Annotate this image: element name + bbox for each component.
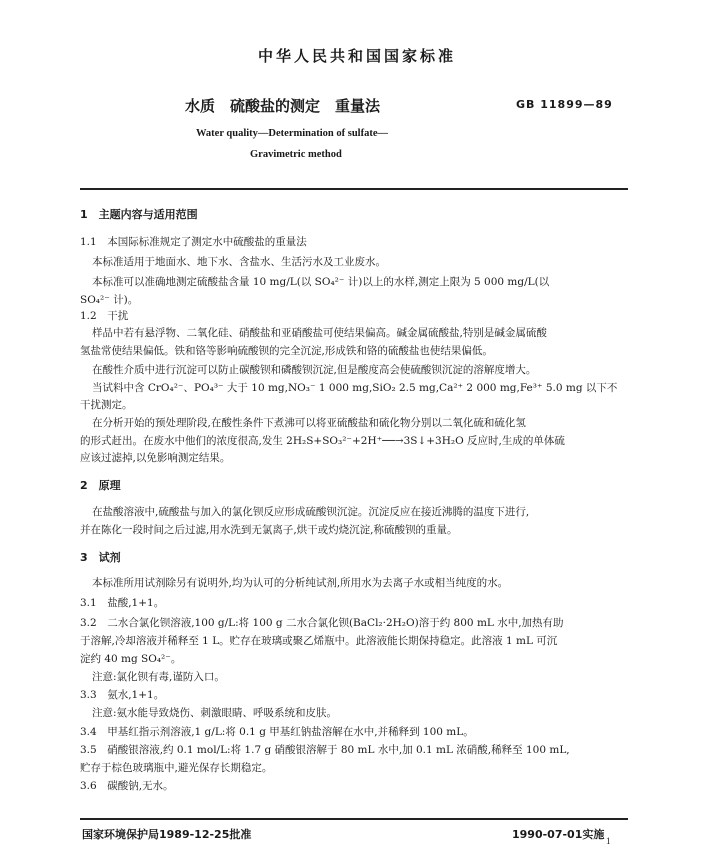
note-line: 注意:氨水能导致烧伤、刺激眼睛、呼吸系统和皮肤。 [92, 707, 338, 719]
clause-3-1: 3.1 盐酸,1+1。 [80, 597, 165, 609]
paragraph-line: 贮存于棕色玻璃瓶中,避光保存长期稳定。 [80, 762, 273, 774]
clause-1-1: 1.1 本国际标准规定了测定水中硫酸盐的重量法 [80, 236, 307, 248]
paragraph-line: 本标准所用试剂除另有说明外,均为认可的分析纯试剂,所用水为去离子水或相当纯度的水。 [92, 577, 509, 589]
implementation-date: 1990-07-01实施 [512, 828, 605, 841]
page-number: 1 [606, 836, 611, 846]
paragraph-line: SO₄²⁻ 计)。 [80, 294, 139, 306]
document-title-en-line1: Water quality—Determination of sulfate— [196, 128, 388, 139]
section-heading-3: 3 试剂 [80, 551, 121, 564]
standard-code: GB 11899—89 [516, 98, 613, 111]
paragraph-line: 在分析开始的预处理阶段,在酸性条件下煮沸可以将亚硫酸盐和硫化物分别以二氧化硫和硫化氢 [92, 417, 526, 429]
paragraph-line: 干扰测定。 [80, 399, 133, 411]
clause-3-4: 3.4 甲基红指示剂溶液,1 g/L:将 0.1 g 甲基红钠盐溶解在水中,并稀释到 100 mL。 [80, 726, 474, 738]
paragraph-line: 在盐酸溶液中,硫酸盐与加入的氯化钡反应形成硫酸钡沉淀。沉淀反应在接近沸腾的温度下进行, [92, 506, 530, 518]
paragraph-line: 当试料中含 CrO₄²⁻、PO₄³⁻ 大于 10 mg,NO₃⁻ 1 000 mg,SiO₂ 2.5 mg,Ca²⁺ 2 000 mg,Fe³⁺ 5.0 mg 以下不 [92, 382, 618, 394]
note-line: 注意:氯化钡有毒,谨防入口。 [92, 671, 225, 683]
paragraph-line: 氢盐常使结果偏低。铁和铬等影响硫酸钡的完全沉淀,形成铁和铬的硫酸盐也使结果偏低。 [80, 345, 493, 357]
clause-1-2: 1.2 干扰 [80, 310, 129, 322]
clause-3-3: 3.3 氨水,1+1。 [80, 689, 165, 701]
paragraph-line: 的形式赶出。在废水中他们的浓度很高,发生 2H₂S+SO₃²⁻+2H⁺──→3S↓+3H₂O 反应时,生成的单体硫 [80, 435, 565, 447]
clause-3-5: 3.5 硝酸银溶液,约 0.1 mol/L:将 1.7 g 硝酸银溶解于 80 mL 水中,加 0.1 mL 浓硝酸,稀释至 100 mL, [80, 744, 570, 756]
paragraph-line: 样品中若有悬浮物、二氧化硅、硝酸盐和亚硝酸盐可使结果偏高。碱金属硫酸盐,特别是碱金属硫酸 [92, 327, 547, 339]
paragraph-line: 应该过滤掉,以免影响测定结果。 [80, 452, 231, 464]
footer-divider [80, 818, 628, 820]
paragraph-line: 淀约 40 mg SO₄²⁻。 [80, 653, 182, 665]
paragraph-line: 在酸性介质中进行沉淀可以防止碳酸钡和磷酸钡沉淀,但是酸度高会使硫酸钡沉淀的溶解度增大。 [92, 364, 537, 376]
document-title-en-line2: Gravimetric method [250, 149, 342, 160]
paragraph-line: 本标准可以准确地测定硫酸盐含量 10 mg/L(以 SO₄²⁻ 计)以上的水样,测定上限为 5 000 mg/L(以 [92, 276, 550, 288]
paragraph-line: 本标准适用于地面水、地下水、含盐水、生活污水及工业废水。 [92, 256, 386, 268]
section-heading-1: 1 主题内容与适用范围 [80, 208, 198, 221]
clause-3-2: 3.2 二水合氯化钡溶液,100 g/L:将 100 g 二水合氯化钡(BaCl₂·2H₂O)溶于约 800 mL 水中,加热有助 [80, 617, 564, 629]
national-standard-heading: 中华人民共和国国家标准 [257, 47, 456, 65]
header-divider [80, 188, 628, 190]
paragraph-line: 并在陈化一段时间之后过滤,用水洗到无氯离子,烘干或灼烧沉淀,称硫酸钡的重量。 [80, 524, 458, 536]
issuer-approval: 国家环境保护局1989-12-25批准 [82, 828, 252, 841]
paragraph-line: 于溶解,冷却溶液并稀释至 1 L。贮存在玻璃或聚乙烯瓶中。此溶液能长期保持稳定。此溶液 1 mL 可沉 [80, 635, 558, 647]
section-heading-2: 2 原理 [80, 479, 121, 492]
document-title-cn: 水质 硫酸盐的测定 重量法 [185, 97, 381, 115]
clause-3-6: 3.6 碳酸钠,无水。 [80, 780, 174, 792]
